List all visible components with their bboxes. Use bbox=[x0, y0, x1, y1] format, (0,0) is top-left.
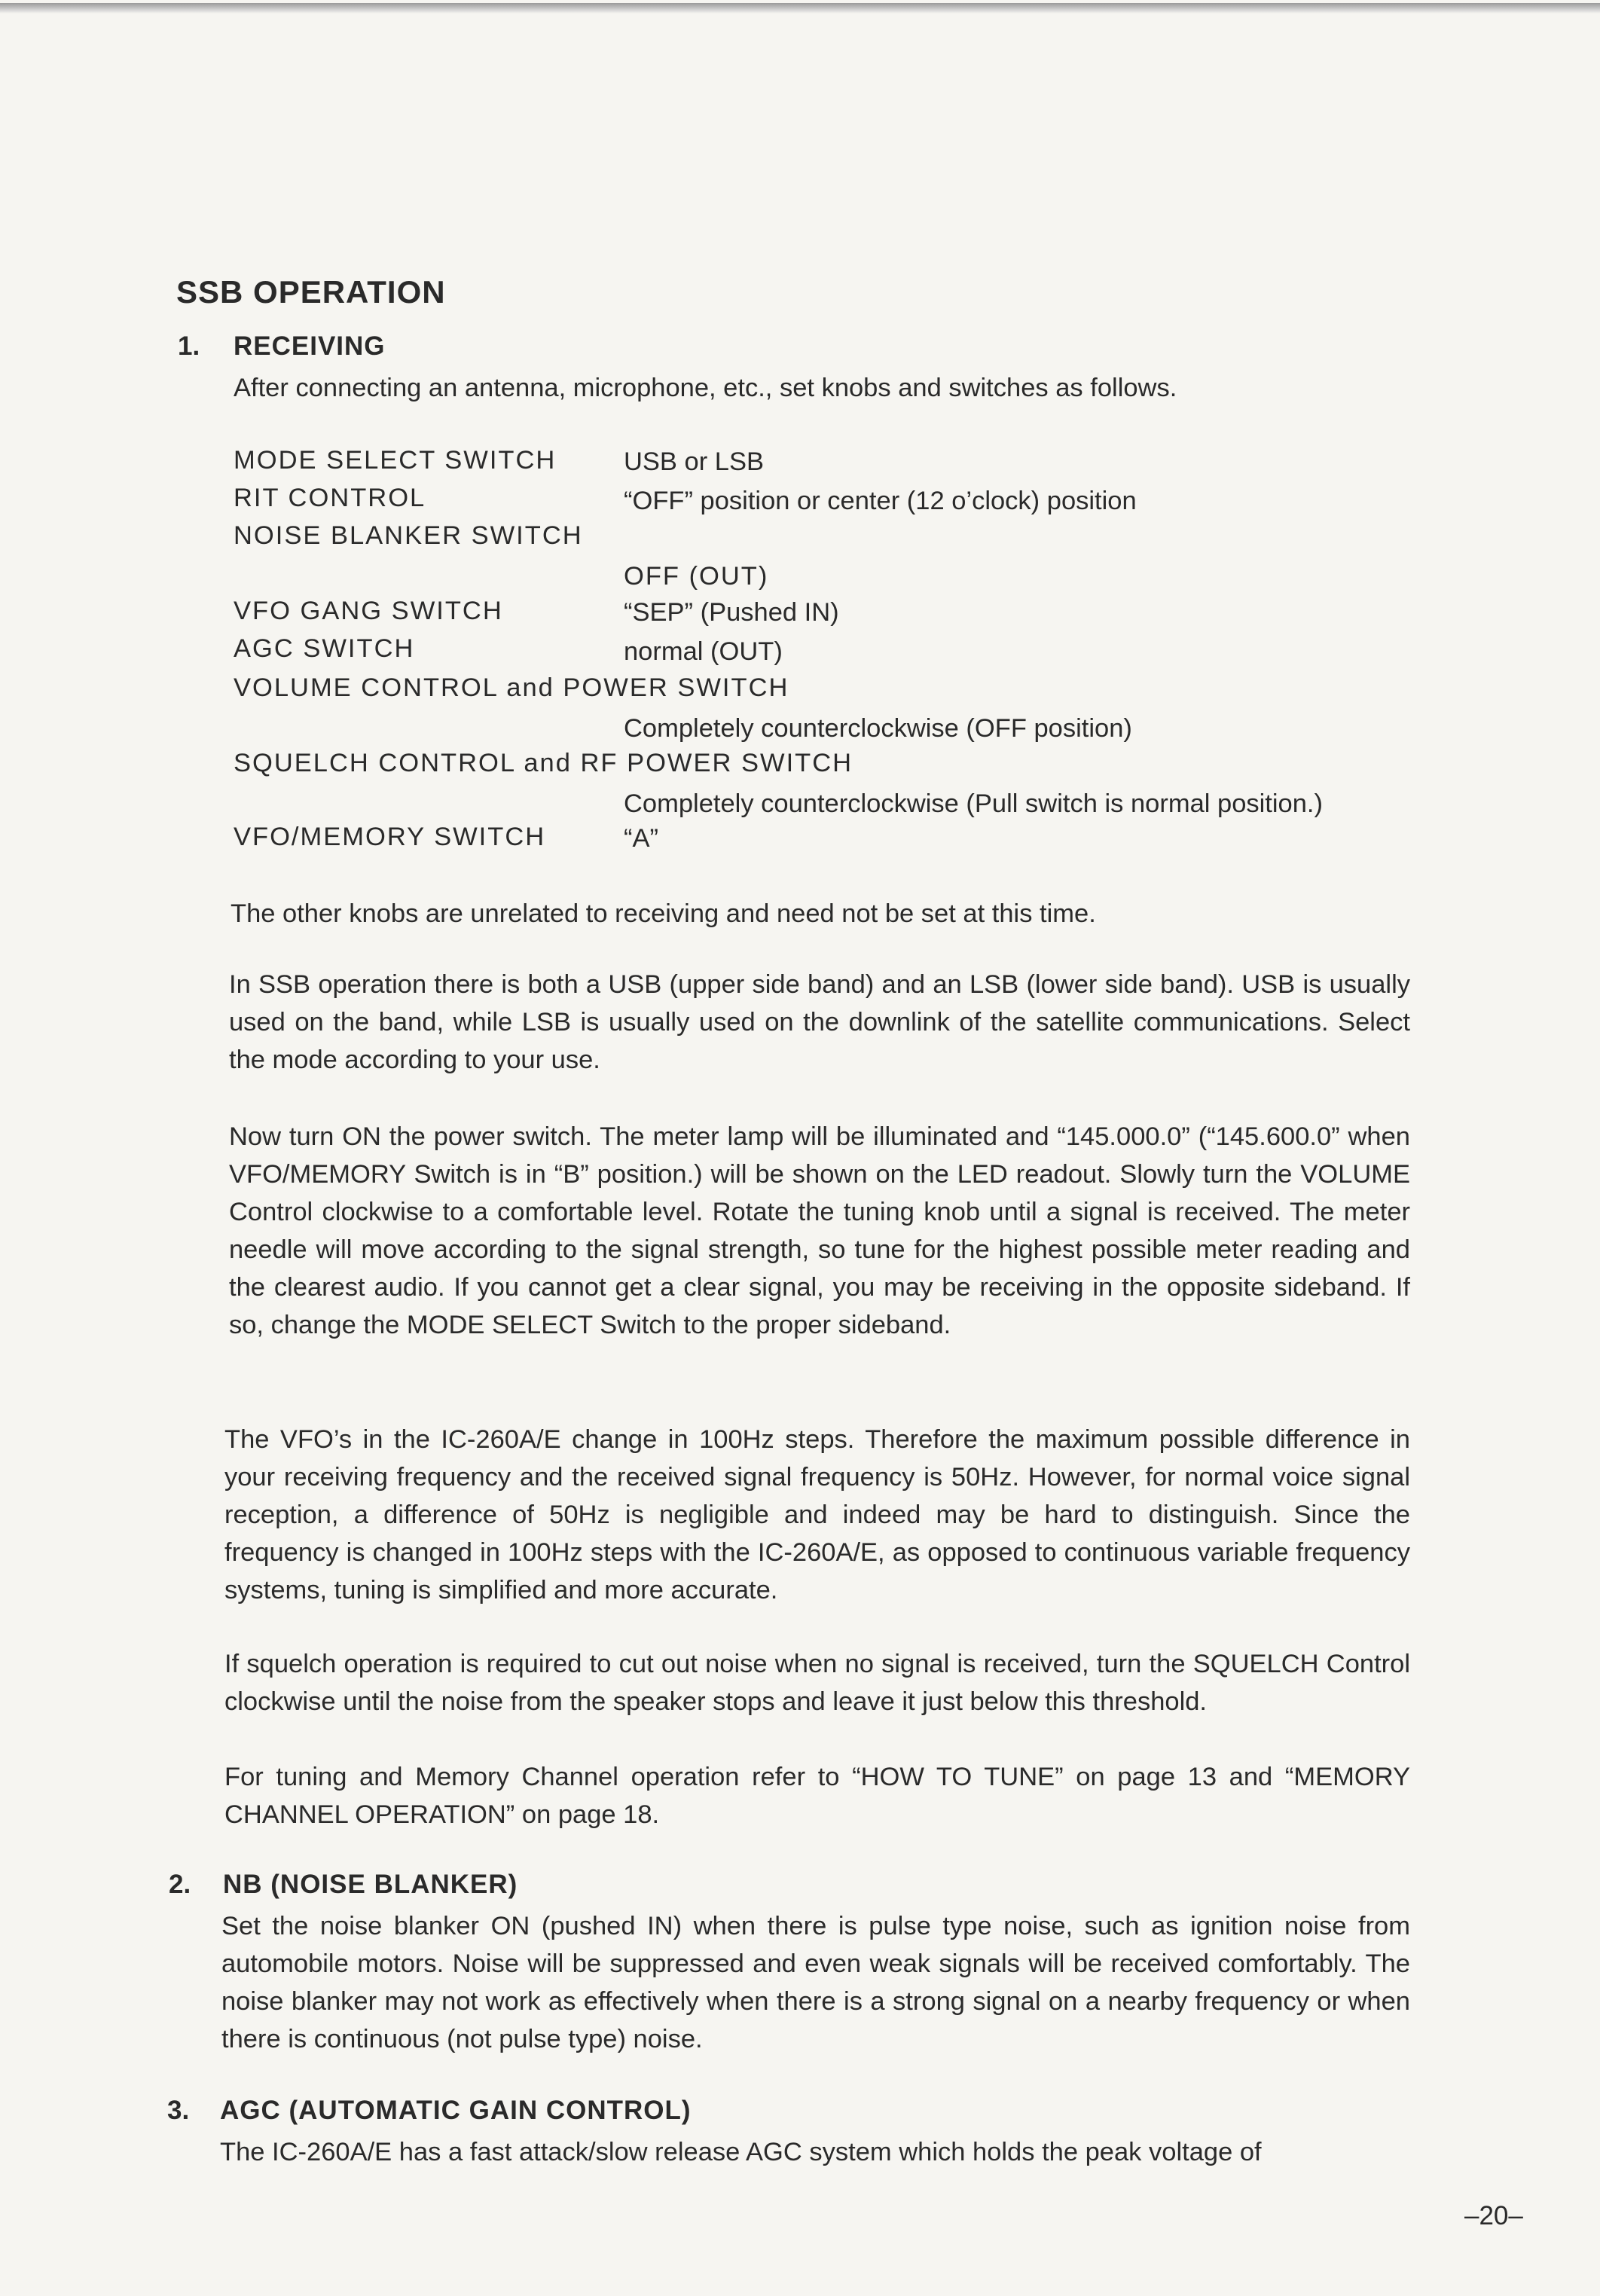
paragraph: If squelch operation is required to cut out noise when no signal is received, turn the SQUELCH Control clockwise until the noise from the speaker stops and leave it just below this threshold. bbox=[224, 1650, 1410, 1716]
nb-heading: NB (NOISE BLANKER) bbox=[223, 1870, 518, 1899]
setting-value: Completely counterclockwise (Pull switch is normal position.) bbox=[624, 789, 1323, 818]
receiving-heading: RECEIVING bbox=[234, 331, 386, 361]
setting-control: VFO/MEMORY SWITCH bbox=[234, 823, 546, 851]
page-number: –20– bbox=[1464, 2201, 1523, 2230]
section-title: SSB OPERATION bbox=[176, 274, 446, 310]
agc-number: 3. bbox=[167, 2096, 190, 2125]
setting-value: USB or LSB bbox=[624, 447, 764, 476]
agc-heading: AGC (AUTOMATIC GAIN CONTROL) bbox=[220, 2096, 692, 2125]
setting-control: SQUELCH CONTROL and RF POWER SWITCH bbox=[234, 749, 853, 777]
nb-number: 2. bbox=[169, 1870, 191, 1899]
paragraph: The other knobs are unrelated to receiving and need not be set at this time. bbox=[231, 899, 1096, 928]
agc-paragraph: The IC-260A/E has a fast attack/slow release AGC system which holds the peak voltage of bbox=[220, 2138, 1262, 2166]
setting-control: AGC SWITCH bbox=[234, 634, 415, 663]
paragraph: In SSB operation there is both a USB (upper side band) and an LSB (lower side band). USB is usually used on the band, while LSB is usually used on the downlink of the satellite communications. Select the mode according to your use. bbox=[229, 970, 1410, 1074]
paragraph: Now turn ON the power switch. The meter lamp will be illuminated and “145.000.0” (“145.600.0” when VFO/MEMORY Switch is in “B” position.) will be shown on the LED readout. Slowly turn the VOLUME Control clockwise to a comfortable level. Rotate the tuning knob until a signal is received. The meter needle will move according to the signal strength, so tune for the highest possible meter reading and the clearest audio. If you cannot get a clear signal, you may be receiving in the opposite sideband. If so, change the MODE SELECT Switch to the proper sideband. bbox=[229, 1122, 1410, 1339]
setting-value: OFF (OUT) bbox=[624, 562, 769, 591]
setting-value: Completely counterclockwise (OFF position) bbox=[624, 714, 1132, 743]
receiving-number: 1. bbox=[178, 331, 200, 361]
setting-control: RIT CONTROL bbox=[234, 484, 426, 512]
receiving-intro: After connecting an antenna, microphone, etc., set knobs and switches as follows. bbox=[234, 374, 1177, 402]
setting-control: MODE SELECT SWITCH bbox=[234, 446, 557, 475]
setting-control: VFO GANG SWITCH bbox=[234, 597, 503, 625]
setting-value: “A” bbox=[624, 824, 658, 853]
paragraph: For tuning and Memory Channel operation refer to “HOW TO TUNE” on page 13 and “MEMORY CHANNEL OPERATION” on page 18. bbox=[224, 1763, 1410, 1829]
nb-paragraph: Set the noise blanker ON (pushed IN) when there is pulse type noise, such as ignition noise from automobile motors. Noise will be suppressed and even weak signals will be received comfortably. The noise blanker may not work as effectively when there is a strong signal on a nearby frequency or when there is continuous (not pulse type) noise. bbox=[221, 1912, 1410, 2053]
paragraph: The VFO’s in the IC-260A/E change in 100Hz steps. Therefore the maximum possible difference in your receiving frequency and the received signal frequency is 50Hz. However, for normal voice signal reception, a difference of 50Hz is negligible and indeed may be hard to distinguish. Since the frequency is changed in 100Hz steps with the IC-260A/E, as opposed to continuous variable frequency systems, tuning is simplified and more accurate. bbox=[224, 1425, 1410, 1604]
setting-control: NOISE BLANKER SWITCH bbox=[234, 521, 583, 550]
setting-value: “SEP” (Pushed IN) bbox=[624, 598, 839, 627]
setting-control: VOLUME CONTROL and POWER SWITCH bbox=[234, 673, 789, 702]
setting-value: normal (OUT) bbox=[624, 637, 783, 666]
setting-value: “OFF” position or center (12 o’clock) position bbox=[624, 487, 1137, 515]
